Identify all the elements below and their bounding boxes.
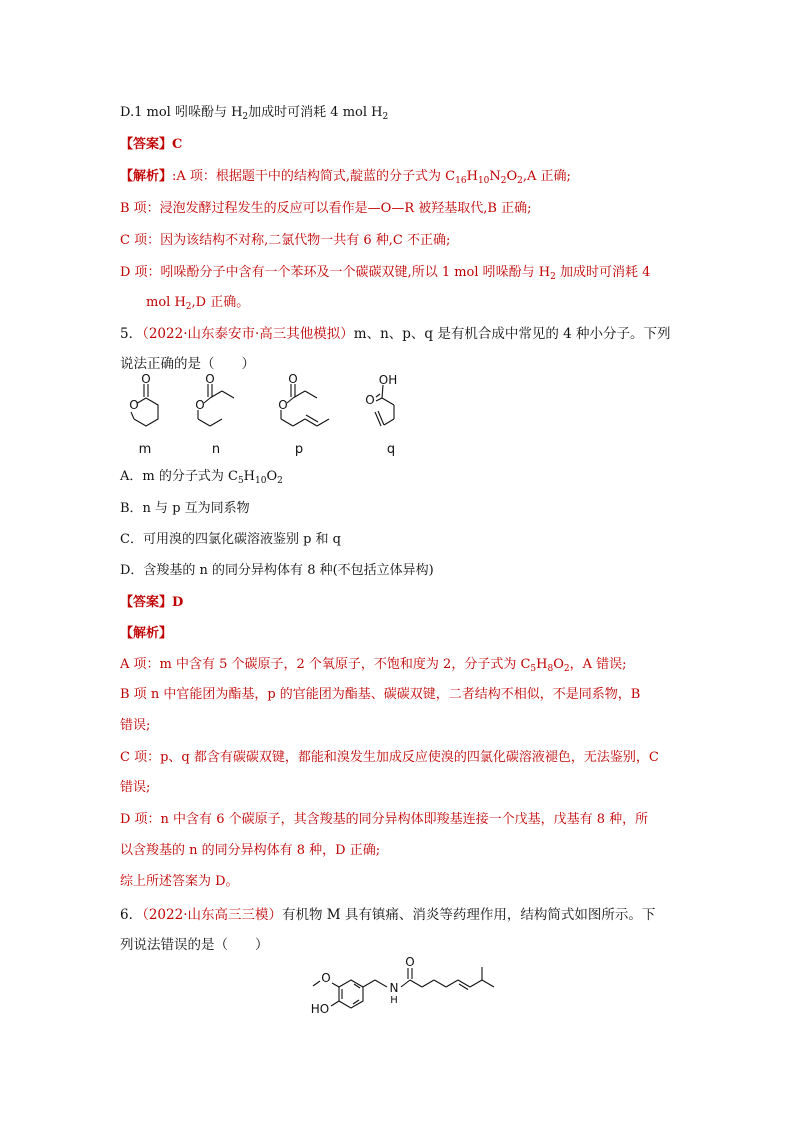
q-carbonyl-o: O <box>365 393 375 407</box>
m-carbonyl-o: O <box>141 374 151 386</box>
p-carbonyl-o: O <box>288 374 298 386</box>
q5-option-b: B．n 与 p 互为同系物 <box>120 501 250 516</box>
q5-stem-cont: 说法正确的是（ ） <box>120 356 255 372</box>
m-methoxy-o: O <box>321 971 331 985</box>
label-n: n <box>211 442 221 457</box>
q5-option-a: A．m 的分子式为 $C_5H_{10}O_2$ <box>120 469 283 486</box>
q4-answer: 【答案】C <box>120 137 183 152</box>
q4-analysis-d: D 项：吲哚酚分子中含有一个苯环及一个碳碳双键,所以 1 mol 吲哚酚与 $H_2$ 加成时可消耗 4 <box>120 265 651 282</box>
q5-analysis-b-cont: 错误; <box>120 718 151 733</box>
q5-summary: 综上所述答案为 D。 <box>120 874 239 889</box>
q5-stem: 5．（2022·山东泰安市·高三其他模拟）m、n、p、q 是有机合成中常见的 4 种小分子。下列 <box>120 326 671 342</box>
label-m: m <box>138 442 152 457</box>
m-hydroxyl: HO <box>310 1002 330 1016</box>
m-amide-h: H <box>390 995 398 1006</box>
q5-analysis-a: A 项：m 中含有 5 个碳原子，2 个氧原子，不饱和度为 2，分子式为 $C_5H_8O_2$，A 错误; <box>120 657 627 674</box>
q4-analysis-d-cont: mol $H_2,D$ 正确。 <box>146 295 250 312</box>
q5-structures-figure <box>118 374 438 460</box>
n-carbonyl-o: O <box>205 374 215 386</box>
q4-analysis-b: B 项：浸泡发酵过程发生的反应可以看作是—O—R 被羟基取代,B 正确; <box>120 201 532 216</box>
q5-analysis-b: B 项 n 中官能团为酯基，p 的官能团为酯基、碳碳双键，二者结构不相似，不是同系物，B <box>120 687 641 702</box>
label-p: p <box>294 442 304 457</box>
q6-structure-m <box>296 956 506 1026</box>
q5-answer: 【答案】D <box>120 595 184 610</box>
m-amide-n: N <box>389 981 399 995</box>
q4-analysis-a: 【解析】:A 项：根据题干中的结构简式,靛蓝的分子式为 $C_{16}H_{10}N_2O_2,A$ 正确; <box>120 169 571 186</box>
q5-analysis-c-cont: 错误; <box>120 780 151 795</box>
n-ester-o: O <box>195 398 205 412</box>
p-ester-o: O <box>278 398 288 412</box>
q5-option-d: D．含羧基的 n 的同分异构体有 8 种(不包括立体异构) <box>120 563 434 578</box>
q5-analysis-label: 【解析】 <box>120 626 173 641</box>
m-carbonyl-o: O <box>405 956 415 969</box>
q5-analysis-d-cont: 以含羧基的 n 的同分异构体有 8 种，D 正确; <box>120 843 381 858</box>
q6-stem-cont: 列说法错误的是（ ） <box>120 937 269 953</box>
q5-option-c: C．可用溴的四氯化碳溶液鉴别 p 和 q <box>120 532 341 547</box>
q-hydroxyl: OH <box>378 374 398 387</box>
q4-option-d: D.1 mol 吲哚酚与 $H_2$加成时可消耗 4 mol $H_2$ <box>120 105 389 122</box>
q5-analysis-d: D 项：n 中含有 6 个碳原子，其含羧基的同分异构体即羧基连接一个戊基，戊基有 8 种，所 <box>120 812 649 827</box>
q6-stem: 6．（2022·山东高三三模）有机物 M 具有镇痛、消炎等药理作用，结构简式如图所示。下 <box>120 907 656 923</box>
q5-analysis-c: C 项：p、q 都含有碳碳双键，都能和溴发生加成反应使溴的四氯化碳溶液褪色，无法鉴别，C <box>120 750 659 765</box>
m-ring-o: O <box>129 398 139 412</box>
q4-analysis-c: C 项：因为该结构不对称,二氯代物一共有 6 种,C 不正确; <box>120 233 451 248</box>
label-q: q <box>386 442 396 457</box>
